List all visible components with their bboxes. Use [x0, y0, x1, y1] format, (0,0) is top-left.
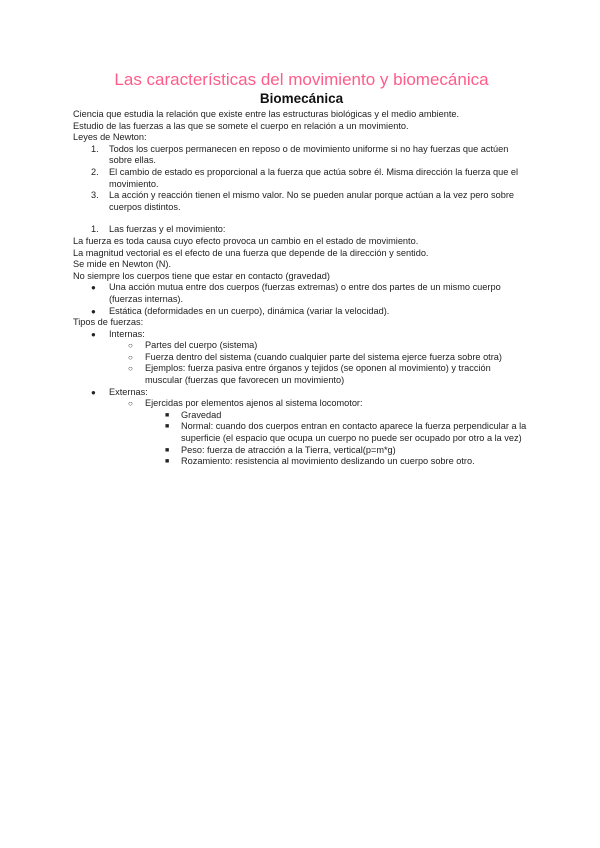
circle-bullet-icon: ○	[128, 341, 133, 351]
body-line: Tipos de fuerzas:	[73, 317, 144, 328]
list-item	[73, 340, 530, 352]
list-item	[73, 144, 530, 167]
page-title: Las características del movimiento y biomecánica	[114, 70, 489, 89]
list-item-text: Peso: fuerza de atracción a la Tierra, vertical(p=m*g)	[181, 444, 396, 455]
list-item-text: La acción y reacción tienen el mismo valor. No se pueden anular porque actúan a la vez pero sobre cuerpos distintos.	[109, 190, 515, 212]
force-bullet-list	[73, 282, 530, 317]
list-item-text: Estática (deformidades en un cuerpo), dinámica (variar la velocidad).	[109, 305, 390, 316]
list-item-text: Externas:	[109, 386, 148, 397]
list-item	[73, 352, 530, 364]
list-item	[73, 410, 530, 422]
list-item	[73, 421, 530, 444]
intro-line: Leyes de Newton:	[73, 132, 147, 143]
list-item-text: El cambio de estado es proporcional a la fuerza que actúa sobre él. Misma dirección la fuerza que el movimiento.	[109, 166, 519, 189]
list-number: 1.	[91, 224, 99, 235]
section-heading: Biomecánica	[259, 91, 344, 106]
circle-bullet-icon: ○	[128, 352, 133, 362]
square-bullet-icon: ■	[165, 446, 170, 454]
circle-bullet-icon: ○	[128, 364, 133, 374]
list-item	[73, 190, 530, 213]
intro-line: Estudio de las fuerzas a las que se somete el cuerpo en relación a un movimiento.	[73, 120, 409, 131]
body-line: No siempre los cuerpos tiene que estar en contacto (gravedad)	[73, 270, 330, 281]
list-item	[73, 445, 530, 457]
list-item-text: Fuerza dentro del sistema (cuando cualquier parte del sistema ejerce fuerza sobre otra)	[145, 351, 502, 362]
list-item-text: Todos los cuerpos permanecen en reposo o de movimiento uniforme si no hay fuerzas que actúen sobre ellas.	[109, 143, 509, 166]
spacer	[73, 213, 530, 224]
list-item	[73, 306, 530, 318]
list-item-text: Ejercidas por elementos ajenos al sistema locomotor:	[145, 398, 363, 409]
types-list	[73, 329, 530, 468]
list-item	[73, 329, 530, 341]
list-item-text: Ejemplos: fuerza pasiva entre órganos y tejidos (se oponen al movimiento) y tracción muscular (fuerzas que favorecen un movimiento)	[145, 363, 491, 386]
list-item-text: Internas:	[109, 328, 145, 339]
bullet-icon: ●	[91, 283, 96, 293]
list-item	[73, 167, 530, 190]
list-item-text: Las fuerzas y el movimiento:	[109, 224, 226, 235]
square-bullet-icon: ■	[165, 458, 170, 466]
bullet-icon: ●	[91, 329, 96, 339]
list-item	[73, 456, 530, 468]
square-bullet-icon: ■	[165, 423, 170, 431]
intro-line: Ciencia que estudia la relación que existe entre las estructuras biológicas y el medio ambiente.	[73, 109, 460, 119]
body-line: La fuerza es toda causa cuyo efecto provoca un cambio en el estado de movimiento.	[73, 235, 419, 246]
body-line: Se mide en Newton (N).	[73, 259, 172, 270]
list-item-text: Normal: cuando dos cuerpos entran en contacto aparece la fuerza perpendicular a la superficie (el espacio que ocupa un cuerpo no puede ser ocupado por otro a la vez)	[181, 421, 527, 444]
section-list	[73, 224, 530, 236]
list-item	[73, 387, 530, 399]
list-item-text: Gravedad	[181, 409, 222, 420]
bullet-icon: ●	[91, 306, 96, 316]
list-item-text: Una acción mutua entre dos cuerpos (fuerzas extremas) o entre dos partes de un mismo cuerpo (fuerzas internas).	[109, 282, 501, 304]
circle-bullet-icon: ○	[128, 399, 133, 409]
list-item-text: Rozamiento: resistencia al movimiento deslizando un cuerpo sobre otro.	[181, 456, 475, 467]
list-number: 2.	[91, 166, 99, 177]
list-item	[73, 282, 530, 305]
bullet-icon: ●	[91, 387, 96, 397]
list-number: 1.	[91, 143, 99, 154]
list-item-text: Partes del cuerpo (sistema)	[145, 340, 258, 351]
newton-laws-list	[73, 144, 530, 214]
list-item	[73, 398, 530, 410]
square-bullet-icon: ■	[165, 411, 170, 419]
body-line: La magnitud vectorial es el efecto de una fuerza que depende de la dirección y sentido.	[73, 247, 429, 258]
list-item	[73, 363, 530, 386]
list-number: 3.	[91, 190, 99, 201]
list-item	[73, 224, 530, 236]
